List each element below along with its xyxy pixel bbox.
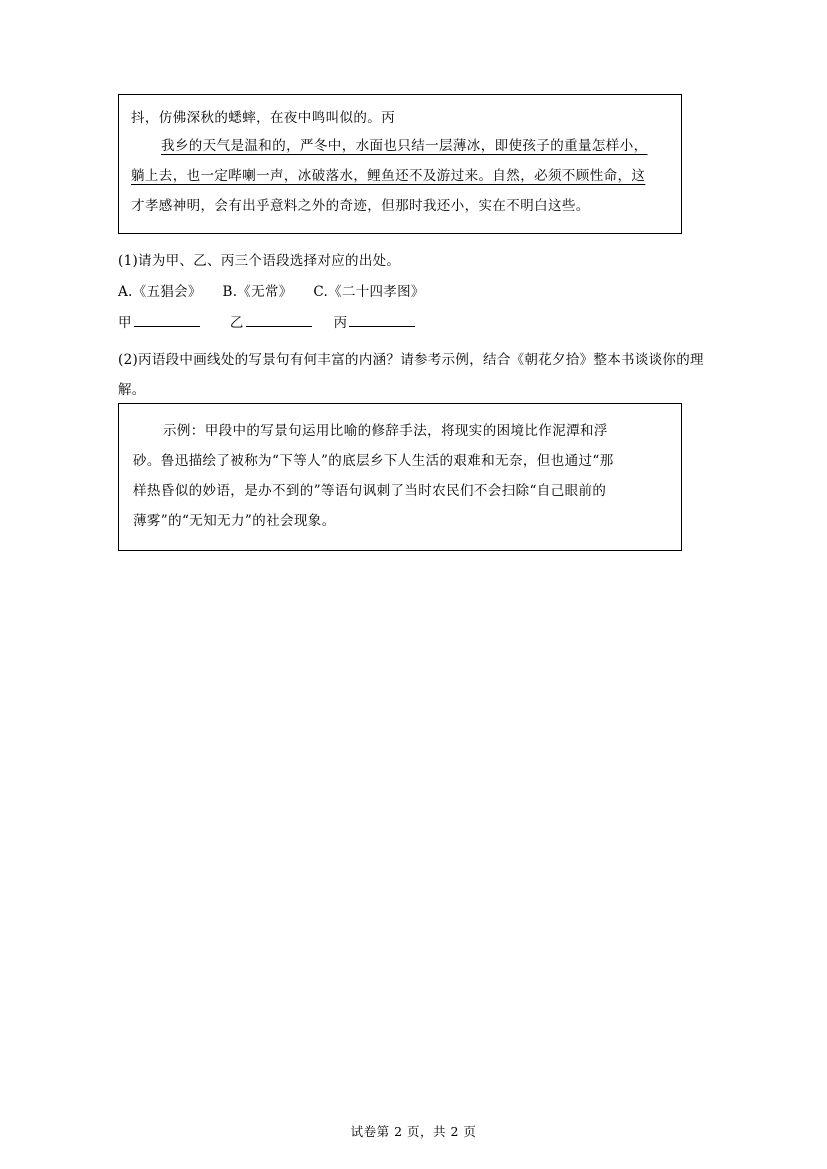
answer-blank-yi[interactable]: [246, 312, 312, 327]
excerpt-box: [118, 94, 682, 234]
blank-label-bing: 丙: [333, 315, 348, 331]
answer-blanks-row: [118, 310, 417, 336]
example-box: [118, 403, 682, 551]
blank-label-yi: 乙: [229, 315, 244, 331]
question-1-text: (1)请为甲、乙、丙三个语段选择对应的出处。: [118, 253, 401, 269]
example-line: 样热昏似的妙语，是办不到的”等语句讽刺了当时农民们不会扫除“自己眼前的: [133, 483, 607, 499]
excerpt-line: 才孝感神明，会有出乎意料之外的奇迹，但那时我还小，实在不明白这些。: [131, 198, 590, 214]
question-2-text: (2)丙语段中画线处的写景句有何丰富的内涵？请参考示例，结合《朝花夕拾》整本书谈谈你的理解。: [118, 352, 704, 398]
excerpt-line: 我乡的天气是温和的，严冬中，水面也只结一层薄冰，即使孩子的重量怎样小，: [161, 138, 648, 154]
blank-label-jia: 甲: [118, 315, 132, 331]
example-line: 薄雾”的“无知无力”的社会现象。: [133, 513, 336, 529]
example-line: 砂。鲁迅描绘了被称为“下等人”的底层乡下人生活的艰难和无奈，但也通过“那: [133, 453, 614, 469]
question-1-options: A.《五猖会》 B.《无常》 C.《二十四孝图》: [118, 284, 425, 300]
answer-blank-bing[interactable]: [349, 312, 415, 327]
example-line: 示例：甲段中的写景句运用比喻的修辞手法，将现实的困境比作泥潭和浮: [163, 423, 608, 439]
answer-blank-jia[interactable]: [134, 312, 200, 327]
page-footer: 试卷第 2 页，共 2 页: [350, 1124, 477, 1139]
excerpt-line: 躺上去，也一定哔喇一声，冰破落水，鲤鱼还不及游过来。自然，必须不顾性命，这: [131, 168, 646, 184]
excerpt-line: 抖，仿佛深秋的蟋蟀，在夜中鸣叫似的。丙: [131, 110, 396, 126]
